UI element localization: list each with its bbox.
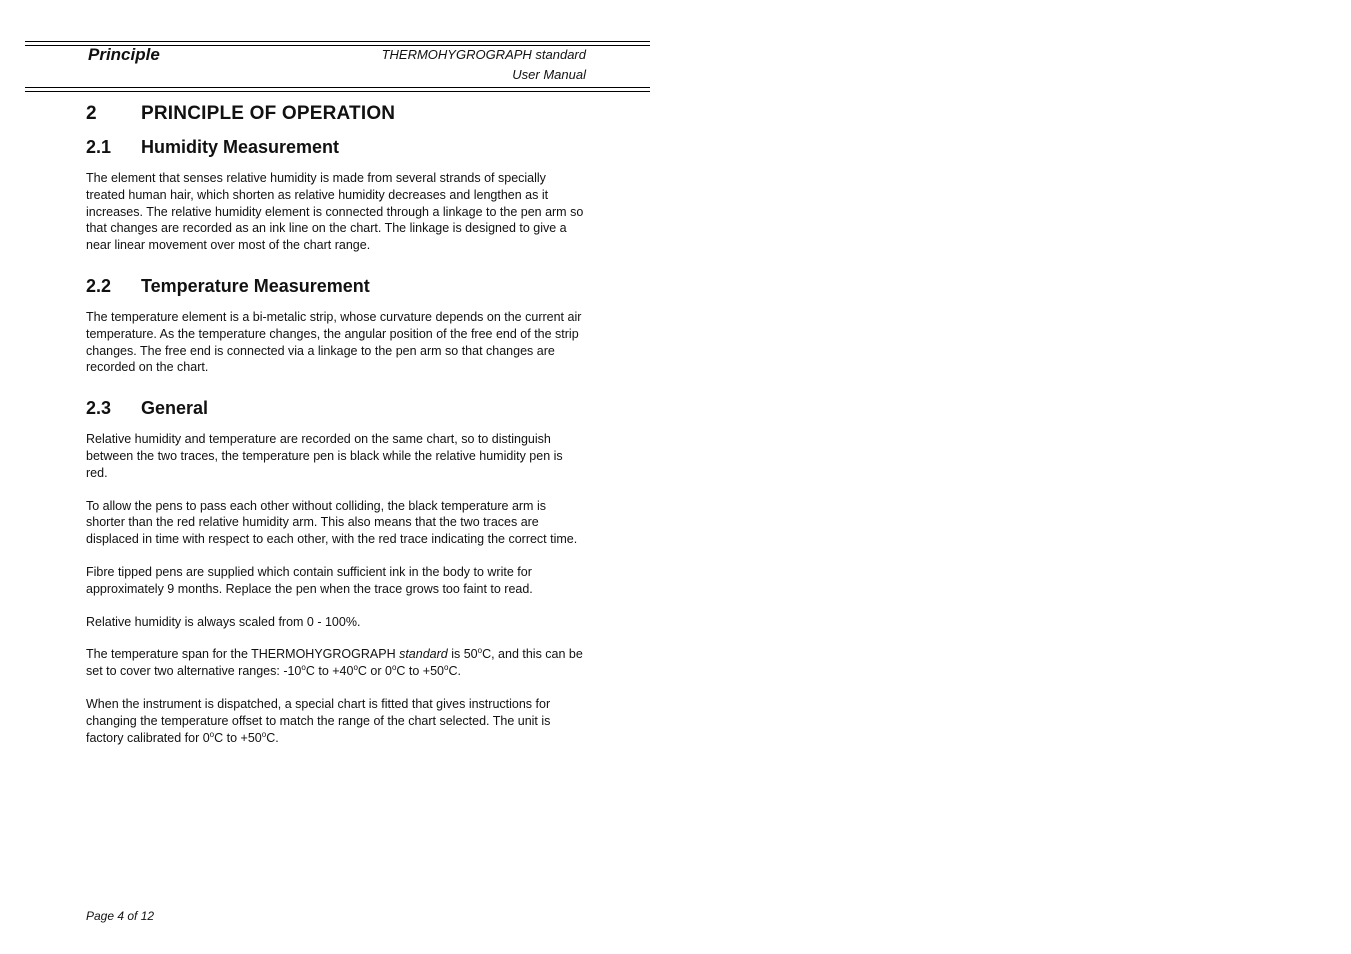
header-rule-bottom-2: [25, 91, 650, 92]
text-run: is 50: [447, 647, 478, 662]
text-run: C.: [266, 730, 279, 745]
section-title: General: [141, 398, 209, 419]
general-paragraph-1: Relative humidity and temperature are recorded on the same chart, so to distinguish between the two traces, the temperature pen is black while the relative humidity pen is red.: [86, 432, 563, 480]
section-heading-2-3: [86, 398, 586, 419]
chapter-heading: [86, 103, 586, 125]
chapter-title: PRINCIPLE OF OPERATION: [141, 103, 396, 124]
text-run: C to +40: [305, 664, 354, 679]
general-paragraph-6: [86, 696, 586, 746]
degree-mark: o: [444, 663, 449, 673]
degree-mark: o: [477, 646, 483, 656]
general-paragraph-5: [86, 646, 586, 680]
general-paragraph-4: Relative humidity is always scaled from 0 - 100%.: [86, 614, 361, 629]
section-number: 2.1: [86, 137, 112, 157]
degree-mark: o: [261, 729, 267, 739]
header-manual: User Manual: [512, 67, 586, 82]
temperature-paragraph: The temperature element is a bi-metalic strip, whose curvature depends on the current air temperature. As the temperature changes, the angular position of the free end of the strip changes. The free end is connected via a linkage to the pen arm so that changes are recorded on the chart.: [86, 309, 582, 375]
text-run: C.: [448, 664, 461, 679]
general-paragraph-3: Fibre tipped pens are supplied which contain sufficient ink in the body to write for approximately 9 months. Replace the pen when the trace grows too faint to read.: [86, 564, 533, 596]
header-product: THERMOHYGROGRAPH standard: [381, 47, 586, 62]
degree-mark: o: [353, 663, 358, 673]
text-run: C to +50: [214, 730, 262, 745]
text-run: C, and this can be set to cover two alternative ranges: -10: [86, 647, 583, 679]
section-heading-2-1: [86, 137, 586, 158]
section-title: Temperature Measurement: [141, 275, 370, 296]
chapter-number: 2: [86, 103, 97, 124]
page-content: [86, 103, 586, 762]
section-heading-2-2: [86, 276, 586, 297]
page-number: Page 4 of 12: [86, 909, 155, 923]
text-run-italic: standard: [399, 647, 448, 662]
text-run: C to +50: [396, 664, 445, 679]
degree-mark: o: [209, 729, 215, 739]
header-rule-bottom-1: [25, 87, 650, 88]
degree-mark: o: [391, 663, 397, 673]
text-run: C or 0: [357, 664, 392, 679]
header-doc-title: [300, 45, 586, 85]
degree-mark: o: [301, 663, 306, 673]
section-number: 2.2: [86, 275, 112, 296]
general-paragraph-2: To allow the pens to pass each other without colliding, the black temperature arm is shorter than the red relative humidity arm. This also means that the two traces are displaced in time with respect to each other, with the red trace indicating the correct time.: [86, 498, 578, 547]
text-run: The temperature span for the THERMOHYGROGRAPH: [86, 647, 400, 662]
section-number: 2.3: [86, 398, 112, 419]
section-title: Humidity Measurement: [141, 137, 340, 157]
text-run: When the instrument is dispatched, a special chart is fitted that gives instructions for changing the temperature offset to match the range of the chart selected. The unit is factory calibrated for 0: [86, 696, 551, 745]
humidity-paragraph: The element that senses relative humidity is made from several strands of specially treated human hair, which shorten as relative humidity decreases and lengthen as it increases. The relative humidity element is connected through a linkage to the pen arm so that changes are recorded as an ink line on the chart. The linkage is designed to give a near linear movement over most of the chart range.: [86, 171, 584, 253]
header-section-name: Principle: [88, 45, 160, 64]
header-rule-top-1: [25, 41, 650, 42]
